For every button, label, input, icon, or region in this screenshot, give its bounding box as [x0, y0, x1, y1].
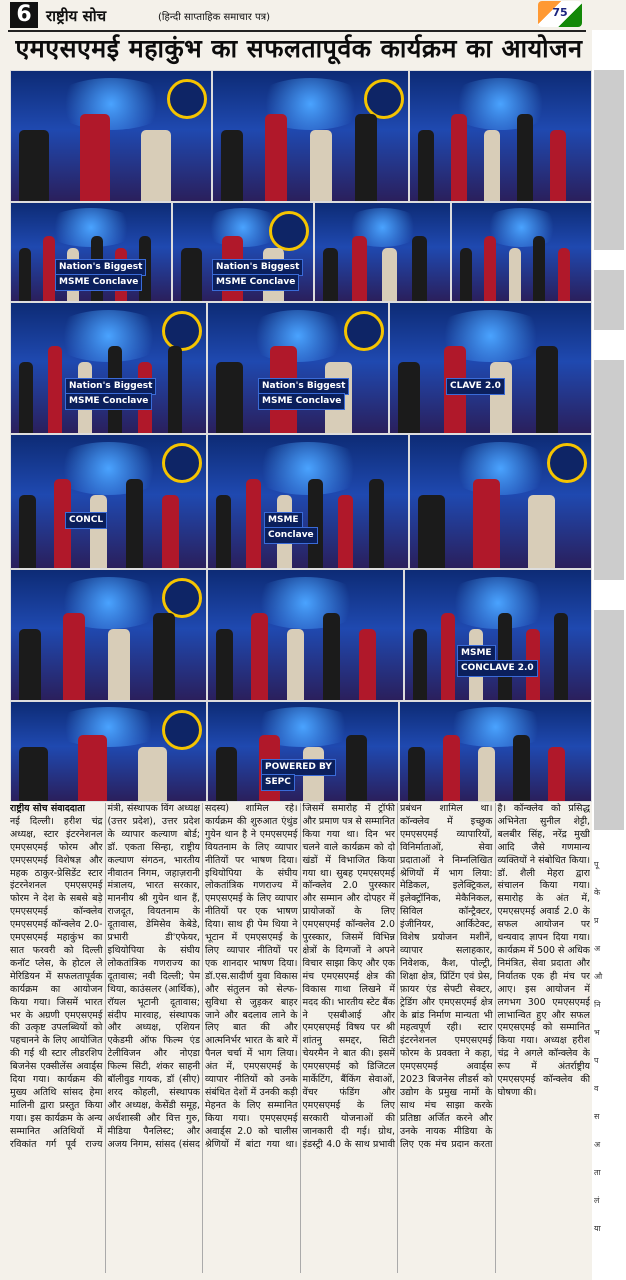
event-photo: [451, 202, 592, 302]
person-figure: [48, 346, 62, 433]
conclave-banner-text: Nation's Biggest: [55, 259, 146, 276]
person-figure: [141, 130, 171, 201]
person-figure: [441, 613, 455, 700]
conclave-banner-text: Conclave: [264, 527, 318, 544]
star-logo-icon: [162, 578, 202, 618]
person-figure: [19, 362, 33, 433]
adjacent-text-fragment: अ: [594, 944, 601, 953]
person-figure: [498, 613, 512, 700]
person-figure: [509, 248, 521, 301]
person-figure: [43, 236, 55, 301]
person-figure: [369, 479, 384, 568]
person-figure: [216, 629, 233, 700]
person-figure: [460, 248, 472, 301]
conclave-banner-text: CONCL: [65, 512, 107, 529]
person-figure: [126, 479, 143, 568]
person-figure: [181, 248, 202, 301]
star-logo-icon: [269, 211, 309, 251]
person-figure: [533, 236, 545, 301]
stage-light: [51, 78, 171, 130]
person-figure: [216, 362, 243, 433]
person-figure: [108, 629, 130, 700]
person-figure: [338, 495, 353, 568]
person-figure: [550, 130, 566, 201]
person-figure: [517, 114, 533, 201]
person-figure: [19, 248, 31, 301]
person-figure: [558, 248, 570, 301]
person-figure: [246, 479, 261, 568]
person-figure: [412, 236, 427, 301]
conclave-banner-text: MSME: [457, 645, 496, 662]
person-figure: [554, 613, 568, 700]
article-body: [10, 803, 590, 1273]
person-figure: [19, 495, 36, 568]
person-figure: [153, 613, 175, 700]
star-logo-icon: [344, 311, 384, 351]
person-figure: [528, 495, 555, 568]
event-photo: [10, 434, 207, 569]
adjacent-text-fragment: स: [594, 1112, 600, 1121]
conclave-banner-text: CLAVE 2.0: [446, 378, 505, 395]
conclave-banner-text: MSME Conclave: [55, 274, 142, 291]
person-figure: [473, 479, 500, 568]
person-figure: [490, 362, 512, 433]
adjacent-text-fragment: व: [594, 1084, 599, 1093]
adjacent-page-strip: [592, 30, 626, 1280]
article-text: नई दिल्ली। हरीश चंद्र अध्यक्ष, स्टार इंटरनेशनल एमएसएमई फोरम और एमएसएमई विशेषज्ञ और महक ठाकुर-प्रेसिडेंट स्टार इंटरनेशनल एमएसएमई फोरम ने देश के सबसे बड़े एमएसएमई कॉन्क्लेव एमएसएमई कॉन्क्लेव 2.0-एमएसएमई महाकुंभ का सात फरवरी को दिल्ली कनॉट प्लेस, के होटल ले मेरिडियन में सफलतापूर्वक कार्यक्रम का आयोजन किया गया। जिसमें भारत भर के अग्रणी एमएसएमई की उत्कृष्ट उपलब्धियों को पहचानने के लिए आयोजित की गई थी स्टार लीडरशिप बिजनेस एक्सीलेंस अवार्ड्स दिया गया। कार्यक्रम की मुख्य अतिथि सांसद हेमा मालिनी द्वारा प्रस्तुत किया गया। इस कार्यक्रम के अन्य सम्मानित अतिथियों में रविकांत गर्ग पूर्व राज्य मंत्री, संस्थापक विंग अध्यक्ष (उत्तर प्रदेश), उत्तर प्रदेश के व्यापार कल्याण बोर्ड; डॉ. एकता सिन्हा, राष्ट्रीय कल्याण संगठन, भारतीय नीवातन निगम, जहाज़रानी मंत्रालय, भारत सरकार, माननीय श्री गुयेन थान हैं, राजदूत, वियतनाम के दूतावास, डेमिसेव केबेडे, प्रभारी डी'एफेयर, इथियोपिया के संघीय लोकतांत्रिक गणराज्य का दूतावास; नवी दिल्ली; पेम थिया, काउंसलर (आर्थिक), रॉयल भूटानी दूतावास; संदीप मारवाह, संस्थापक और अध्यक्ष, एशियन एकेडमी ऑफ फिल्म एंड टेलीविजन और नोएडा फिल्म सिटी, शंकर साहनी बॉलीवुड गायक, डॉ (सीए) शरद कोहली, संस्थापक और अध्यक्ष, केसेंडी समूह, अर्थशास्त्री और वित्त गुरु, मीडिया पैनलिस्ट; और अजय निगम, सांसद (संसद सदस्य) शामिल रहे। कार्यक्रम की शुरुआत एंथुंड गुयेन थान है ने एमएसएमई वियतनाम के लिए व्यापार नीतियों पर भाषण दिया। इथियोपिया के संघीय लोकतांत्रिक गणराज्य में एमएसएमई के लिए व्यापार नीतियों पर एक भाषण दिया। साथ ही पेम थिया ने भूटान में एमएसएमई के लिए व्यापार नीतियों पर एक शानदार भाषण दिया। डॉ.एस.सादीर्ण युवा विकास और संतुलन को सेल्फ-सुविधा से जुड़कर बाहर जाने और बदलाव लाने के लिए बात की और आत्मनिर्भर भारत के बारे में पैनल चर्चा में भाग लिया। अंत में, एमएसएमई के व्यापार नीतियों को उनके संबंधित देशों में उनकी कड़ी मेहनत के लिए सम्मानित किया गया। एमएसएमई अवार्ड्स 2.0 को चालीस श्रेणियों में बांटा गया था। जिसमें समारोह में ट्रॉफी और प्रमाण पत्र से सम्मानित किया गया था। दिन भर चलने वाले कार्यक्रम को दो खंडों में विभाजित किया गया था। सुबह एमएसएमई कॉन्क्लेव 2.0 पुरस्कार और सम्मान और दोपहर में प्रायोजकों के लिए एमएसएमई कॉन्क्लेव 2.0 पुरस्कार, जिसमें विभिन्न क्षेत्रों के दिग्गजों ने अपने विचार साझा किए और एक मंच एमएसएमई क्षेत्र की विकास गाथा लिखने में मदद की। भारतीय स्टेट बैंक ने एसबीआई और एमएसएमई विषय पर श्री शांतनु समद्दर, सिटी चेयरमैन ने बात की। इसमें एमएसएमई को डिजिटल मार्केटिंग, बैंकिंग सेवाओं, वेंचर फंडिंग और एमएसएमई के लिए सरकारी योजनाओं की जानकारी दी गई। ग्रोथ, इंडस्ट्री 4.0 के साथ प्रभावी प्रबंधन शामिल था। कॉन्क्लेव में इच्छुक एमएसएमई व्यापारियों, विनिर्माताओं, सेवा प्रदाताओं ने निम्नलिखित श्रेणियों में भाग लिया: मेडिकल, इलेक्ट्रिकल, इलेक्ट्रॉनिक, मेकैनिकल, सिविल कॉन्ट्रैक्टर, इंजीनियर, आर्किटेक्ट, विशेष प्रयोजन मशीनें, व्यापार सलाहकार, निवेशक, कैश, पोल्ट्री, शिक्षा क्षेत्र, प्रिंटिंग एवं प्रेस, फ़ायर एंड सेफ्टी सेक्टर, ट्रेडिंग और एमएसएमई क्षेत्र के ब्रांड निर्माण मान्यता भी महत्वपूर्ण रही। स्टार इंटरनेशनल एमएसएमई फोरम के प्रवक्ता ने कहा, एमएसएमई अवार्ड्स 2023 बिजनेस लीडर्स को उद्योग के प्रमुख नामों के साथ मंच साझा करके प्रतिष्ठा अर्जित करने और उनके नायक मीडिया के लिए एक मंच प्रदान करता है। कॉन्क्लेव को प्रसिद्ध अभिनेता सुनील शेट्टी, बलबीर सिंह, नरेंद्र मुखी आदि जैसे गणमान्य व्यक्तियों ने संबोधित किया। डॉ. शैली मेहरा द्वारा संचालन किया गया। समारोह के अंत में, एमएसएमई अवार्ड 2.0 के सफल आयोजन पर धन्यवाद ज्ञापन दिया गया। कार्यक्रम में 500 से अधिक निमंत्रित, सेवा प्रदाता और निर्यातक एक ही मंच पर आए। इस आयोजन में लगभग 300 एमएसएमई लाभान्वित हुए और सफल एमएसएमई को सम्मानित किया गया। अध्यक्ष हरीश चंद्र ने अगले कॉन्क्लेव के रूप में अंतर्राष्ट्रीय एमएसएमई कॉन्क्लेव की घोषणा की।: [10, 803, 590, 1150]
adjacent-text-fragment: या: [594, 1224, 601, 1233]
person-figure: [355, 114, 377, 201]
person-figure: [478, 747, 495, 801]
adjacent-text-fragment: नि: [594, 1000, 601, 1009]
conclave-banner-text: MSME Conclave: [212, 274, 299, 291]
event-photo: [409, 434, 592, 569]
event-photo: [207, 701, 399, 802]
byline: राष्ट्रीय सोच संवाददाता: [10, 803, 85, 814]
star-logo-icon: [364, 79, 404, 119]
adjacent-text-fragment: अ: [594, 1140, 601, 1149]
event-photo: [404, 569, 592, 701]
event-photo: [10, 70, 212, 202]
person-figure: [216, 747, 237, 801]
conclave-banner-text: Nation's Biggest: [212, 259, 303, 276]
person-figure: [251, 613, 268, 700]
star-logo-icon: [162, 311, 202, 351]
person-figure: [548, 747, 565, 801]
stage-light: [244, 310, 352, 362]
person-figure: [19, 629, 41, 700]
person-figure: [418, 130, 434, 201]
event-photo: [207, 302, 389, 434]
adjacent-photo: [594, 70, 624, 250]
paper-name: राष्ट्रीय सोच: [46, 7, 107, 25]
person-figure: [443, 735, 460, 801]
adjacent-photo: [594, 270, 624, 330]
person-figure: [168, 346, 182, 433]
adjacent-text-fragment: भ: [594, 1028, 600, 1037]
person-figure: [265, 114, 287, 201]
adjacent-text-fragment: औ: [594, 972, 603, 981]
person-figure: [352, 236, 367, 301]
person-figure: [382, 248, 397, 301]
conclave-banner-text: MSME Conclave: [258, 393, 345, 410]
person-figure: [359, 629, 376, 700]
person-figure: [484, 236, 496, 301]
adjacent-photo: [594, 610, 624, 830]
adjacent-text-fragment: लं: [594, 1196, 600, 1205]
conclave-banner-text: SEPC: [261, 774, 295, 791]
person-figure: [19, 747, 48, 801]
event-photo: [10, 302, 207, 434]
logo-text: 75: [552, 6, 568, 19]
event-photo: [10, 569, 207, 701]
stage-light: [446, 442, 555, 495]
event-photo: [212, 70, 409, 202]
person-figure: [484, 130, 500, 201]
person-figure: [63, 613, 85, 700]
adjacent-text-fragment: प: [594, 1056, 599, 1065]
star-logo-icon: [162, 710, 202, 750]
person-figure: [80, 114, 110, 201]
stage-light: [50, 707, 167, 747]
person-figure: [216, 495, 231, 568]
event-photo: [399, 701, 592, 802]
conclave-banner-text: Nation's Biggest: [258, 378, 349, 395]
event-photo: [409, 70, 592, 202]
event-photo: [207, 569, 404, 701]
conclave-banner-text: Nation's Biggest: [65, 378, 156, 395]
event-photo: [207, 434, 409, 569]
event-photo: [10, 202, 172, 302]
person-figure: [323, 613, 340, 700]
azadi-logo-icon: [538, 1, 582, 27]
conclave-banner-text: MSME Conclave: [65, 393, 152, 410]
person-figure: [90, 495, 107, 568]
person-figure: [310, 130, 332, 201]
person-figure: [346, 735, 367, 801]
person-figure: [513, 735, 530, 801]
page-number: 6: [10, 2, 38, 28]
person-figure: [408, 747, 425, 801]
event-photo: [314, 202, 451, 302]
adjacent-text-fragment: पू: [594, 860, 599, 869]
paper-tagline: (हिन्दी साप्ताहिक समाचार पत्र): [158, 12, 271, 23]
person-figure: [138, 747, 167, 801]
conclave-banner-text: POWERED BY: [261, 759, 336, 776]
adjacent-text-fragment: के: [594, 888, 601, 897]
star-logo-icon: [547, 443, 587, 483]
star-logo-icon: [167, 79, 207, 119]
adjacent-text-fragment: ता: [594, 1168, 601, 1177]
headline: एमएसएमई महाकुंभ का सफलतापूर्वक कार्यक्रम का आयोजन: [15, 34, 583, 63]
event-photo: [172, 202, 314, 302]
conclave-banner-text: CONCLAVE 2.0: [457, 660, 538, 677]
conclave-banner-text: MSME: [264, 512, 303, 529]
person-figure: [536, 346, 558, 433]
person-figure: [78, 735, 107, 801]
person-figure: [308, 479, 323, 568]
person-figure: [323, 248, 338, 301]
person-figure: [287, 629, 304, 700]
event-photo: [389, 302, 592, 434]
adjacent-photo: [594, 360, 624, 580]
adjacent-text-fragment: प्र: [594, 916, 599, 925]
star-logo-icon: [162, 443, 202, 483]
person-figure: [413, 629, 427, 700]
person-figure: [19, 130, 49, 201]
photo-collage: [10, 70, 590, 800]
masthead: [8, 0, 586, 32]
person-figure: [451, 114, 467, 201]
person-figure: [221, 130, 243, 201]
person-figure: [398, 362, 420, 433]
event-photo: [10, 701, 207, 802]
person-figure: [162, 495, 179, 568]
person-figure: [418, 495, 445, 568]
